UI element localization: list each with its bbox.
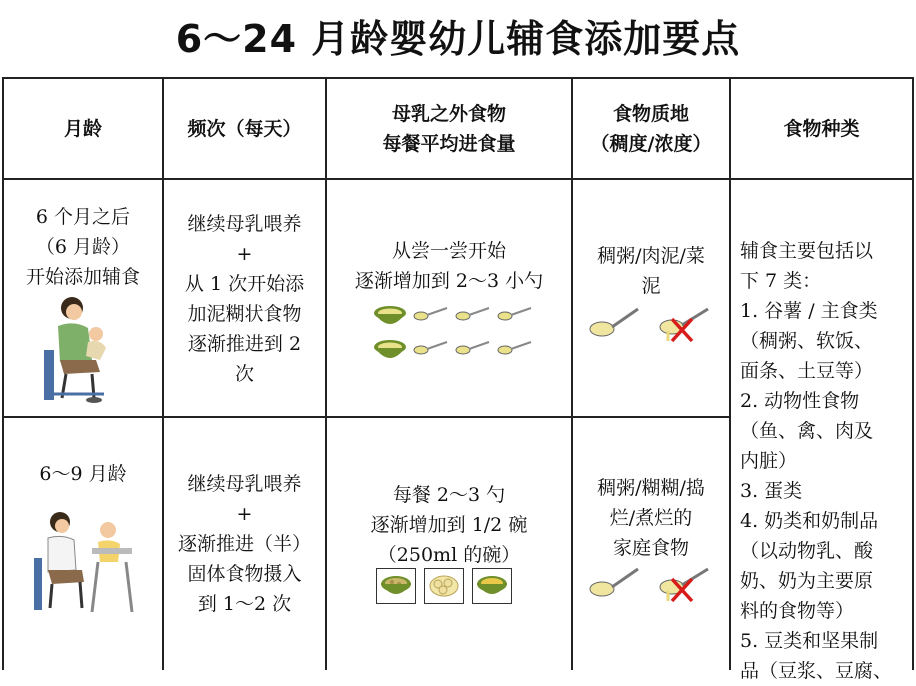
header-divider [2, 178, 914, 180]
row2-frequency: 继续母乳喂养 + 逐渐推进（半） 固体食物摄入 到 1～2 次 [177, 473, 311, 615]
row1-age: 6 个月之后 （6 月龄） 开始添加辅食 [25, 206, 140, 288]
bowl-icon [373, 338, 407, 364]
mother-feeding-infant-illustration [34, 290, 134, 410]
list-item: 5. 豆类和坚果制 [740, 630, 879, 652]
mother-feeding-child-highchair-illustration [26, 508, 142, 618]
runny-food-spoon-crossed-icon [658, 565, 710, 605]
bowl-mashed-food-icon [376, 568, 416, 604]
bowl-dumplings-icon [424, 568, 464, 604]
spoon-icon [497, 338, 533, 358]
row1-spoon-illustration [368, 300, 538, 364]
list-item: 3. 蛋类 [740, 480, 803, 502]
runny-food-spoon-crossed-icon [658, 305, 710, 345]
header-frequency: 频次（每天） [187, 117, 302, 140]
col-line-5 [912, 77, 914, 670]
list-item: 4. 奶类和奶制品 [740, 510, 879, 532]
list-item: （鱼、禽、肉及 [740, 420, 874, 442]
row1-texture-illustration [588, 305, 718, 345]
header-amount: 母乳之外食物 每餐平均进食量 [382, 102, 516, 155]
row2-texture: 稠粥/糊糊/捣 烂/煮烂的 家庭食物 [597, 477, 705, 559]
spoon-icon [413, 338, 449, 358]
row1-frequency: 继续母乳喂养 + 从 1 次开始添 加泥糊状食物 逐渐推进到 2 次 [184, 213, 305, 385]
list-item: （以动物乳、酸 [740, 540, 874, 562]
header-types: 食物种类 [783, 117, 860, 140]
list-item: （稠粥、软饭、 [740, 330, 874, 352]
list-item: 下 7 类： [740, 270, 822, 292]
header-age: 月龄 [63, 117, 102, 140]
thick-food-spoon-icon [588, 305, 640, 339]
spoon-icon [455, 304, 491, 324]
row1-amount: 从尝一尝开始 逐渐增加到 2～3 小勺 [354, 240, 544, 292]
row2-bowl-illustration [376, 568, 512, 604]
spoon-icon [413, 304, 449, 324]
page-title: 6～24 月龄婴幼儿辅食添加要点 [175, 17, 741, 61]
bowl-porridge-icon [472, 568, 512, 604]
list-item: 面条、土豆等） [740, 360, 874, 382]
list-item: 内脏） [740, 450, 798, 472]
list-item: 品（豆浆、豆腐、 [740, 660, 893, 682]
row1-texture: 稠粥/肉泥/菜 泥 [597, 245, 705, 297]
spoon-icon [455, 338, 491, 358]
list-item: 1. 谷薯 / 主食类 [740, 300, 878, 322]
row-divider [2, 416, 729, 418]
spoon-icon [497, 304, 533, 324]
header-texture: 食物质地 （稠度/浓度） [590, 102, 712, 155]
list-item: 2. 动物性食物 [740, 390, 860, 412]
list-item: 料的食物等） [740, 600, 855, 622]
row2-amount: 每餐 2～3 勺 逐渐增加到 1/2 碗 （250ml 的碗） [370, 484, 528, 566]
row2-texture-illustration [588, 565, 718, 605]
row2-age: 6～9 月龄 [39, 463, 127, 485]
thick-food-spoon-icon [588, 565, 640, 599]
food-types-list [740, 236, 908, 686]
list-item: 辅食主要包括以 [740, 240, 874, 262]
list-item: 奶、奶为主要原 [740, 570, 874, 592]
bowl-icon [373, 304, 407, 330]
